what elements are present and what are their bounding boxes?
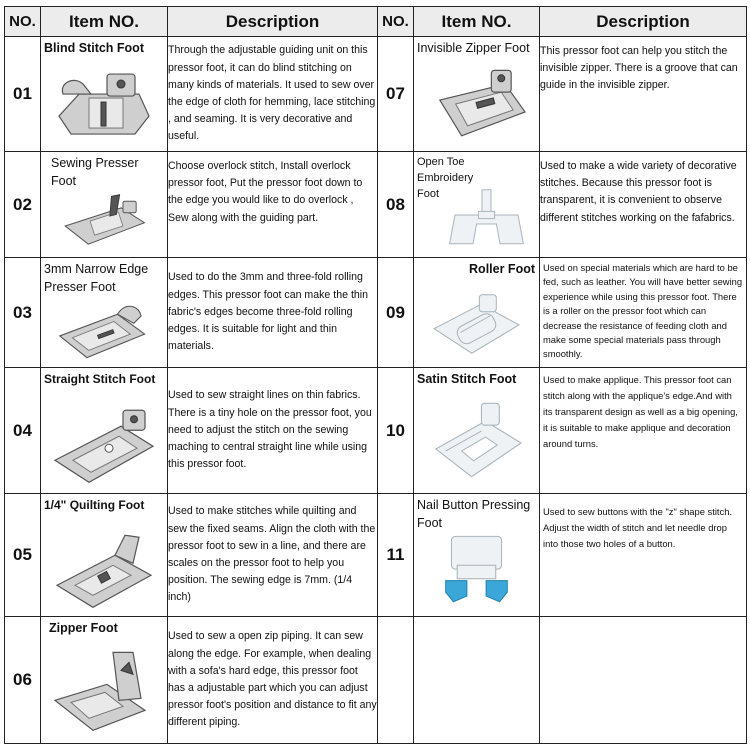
item-description: Used to make a wide variety of decorative stitches. Because this pressor foot is transparent, it is convenient to observe different stitches working on the fafabrics. xyxy=(540,152,747,258)
presser-foot-table xyxy=(4,6,747,744)
item-description: Used to sew buttons with the "z" shape stitch. Adjust the width of stitch and let needle drop into those two holes of a button. xyxy=(540,494,747,617)
item-name: 1/4" Quilting Foot xyxy=(44,498,145,512)
item-cell xyxy=(414,258,540,368)
table-row xyxy=(5,152,747,258)
item-name: Straight Stitch Foot xyxy=(44,372,156,386)
item-number: 11 xyxy=(378,494,414,617)
item-cell xyxy=(414,368,540,494)
item-description: This pressor foot can help you stitch the invisible zipper. There is a groove that can guide in the invisible zipper. xyxy=(540,37,747,152)
quilting-foot-icon xyxy=(49,529,159,610)
empty-cell xyxy=(540,617,747,744)
item-name: Blind Stitch Foot xyxy=(44,41,144,55)
item-name: Nail Button Pressing Foot xyxy=(417,498,531,530)
header-item: Item NO. xyxy=(41,7,168,37)
item-cell xyxy=(41,152,168,258)
item-name: Sewing Presser Foot xyxy=(51,156,139,188)
item-description: Used to sew a open zip piping. It can sew along the edge. For example, when dealing with a sofa's hard edge, this pressor foot has a adjustable part which you can adjust pressor foot's position and distance to fit any different piping. xyxy=(168,617,378,744)
item-description: Used to make stitches while quilting and sew the fixed seams. Align the cloth with the pressor foot to sew in a line, and there are scales on the pressor foot to help you position. The sewing edge is 7mm. (1/4 inch) xyxy=(168,494,378,617)
blind-stitch-foot-icon xyxy=(49,63,159,145)
item-cell xyxy=(414,152,540,258)
item-name: Open Toe Embroidery Foot xyxy=(417,156,474,200)
empty-cell xyxy=(414,617,540,744)
table-row xyxy=(5,494,747,617)
item-cell xyxy=(41,494,168,617)
item-description: Used to do the 3mm and three-fold rolling edges. This pressor foot can make the thin fabric's edges become three-fold rolling edges. It is suitable for light and thin materials. xyxy=(168,258,378,368)
zipper-foot-icon xyxy=(49,646,159,737)
item-name: Satin Stitch Foot xyxy=(417,372,517,386)
button-sewing-foot-icon xyxy=(438,532,515,610)
item-number: 06 xyxy=(5,617,41,744)
item-number: 07 xyxy=(378,37,414,152)
narrow-edge-presser-foot-icon xyxy=(49,298,159,361)
item-number: 01 xyxy=(5,37,41,152)
header-description: Description xyxy=(168,7,378,37)
item-number: 02 xyxy=(5,152,41,258)
item-name: Invisible Zipper Foot xyxy=(417,41,530,55)
item-description: Used to make applique. This pressor foot can stitch along with the applique's edge.And with its transparent design as well as a big opening, it is suitable to make applique and decoration around turns. xyxy=(540,368,747,494)
item-cell xyxy=(41,37,168,152)
item-cell xyxy=(41,368,168,494)
empty-cell xyxy=(378,617,414,744)
item-description: Used on special materials which are hard to be fed, such as leather. You will have better sewing experience while using this pressor foot. There is a roller on the pressor foot which can decrease the resistance of feeding cloth and make some special materials pass through smoothly. xyxy=(540,258,747,368)
table-row xyxy=(5,258,747,368)
item-name: Roller Foot xyxy=(469,262,535,276)
header-description: Description xyxy=(540,7,747,37)
item-cell xyxy=(41,258,168,368)
table-row xyxy=(5,617,747,744)
invisible-zipper-foot-icon xyxy=(422,63,531,145)
item-cell xyxy=(41,617,168,744)
header-row xyxy=(5,7,747,37)
item-cell xyxy=(414,37,540,152)
header-no: NO. xyxy=(378,7,414,37)
item-description: Choose overlock stitch, Install overlock pressor foot, Put the pressor foot down to the edge you would like to do overlock , Sew along with the guiding part. xyxy=(168,152,378,258)
item-number: 09 xyxy=(378,258,414,368)
item-number: 10 xyxy=(378,368,414,494)
open-toe-embroidery-foot-icon xyxy=(442,188,531,251)
item-number: 04 xyxy=(5,368,41,494)
item-description: Through the adjustable guiding unit on this pressor foot, it can do blind stitching on many kinds of materials. It used to sew over the edge of cloth for hemming, lace stitching , and seaming. It is very decorative and useful. xyxy=(168,37,378,152)
item-description: Used to sew straight lines on thin fabrics. There is a tiny hole on the pressor foot, you need to adjust the stitch on the sewing maching to central straight line while using this pressor foot. xyxy=(168,368,378,494)
straight-stitch-foot-icon xyxy=(49,405,159,488)
header-no: NO. xyxy=(5,7,41,37)
header-item: Item NO. xyxy=(414,7,540,37)
item-cell xyxy=(414,494,540,617)
table-row xyxy=(5,368,747,494)
item-number: 08 xyxy=(378,152,414,258)
roller-foot-icon xyxy=(422,291,531,361)
item-number: 03 xyxy=(5,258,41,368)
overlock-presser-foot-icon xyxy=(49,193,159,251)
satin-stitch-foot-icon xyxy=(422,397,531,487)
table-row xyxy=(5,37,747,152)
item-name: Zipper Foot xyxy=(49,621,118,635)
item-number: 05 xyxy=(5,494,41,617)
item-name: 3mm Narrow Edge Presser Foot xyxy=(44,262,149,294)
